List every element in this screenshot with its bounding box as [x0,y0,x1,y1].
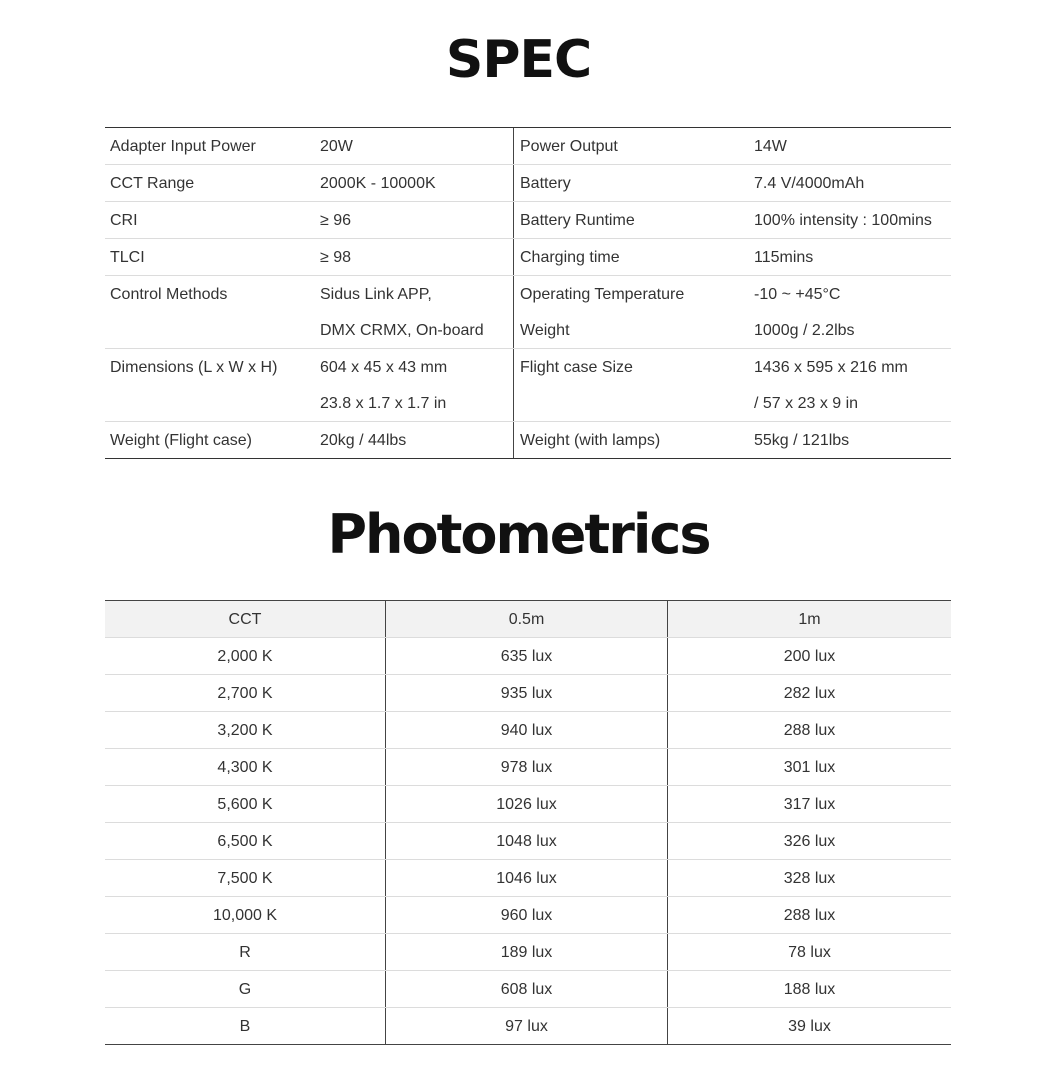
spec-label-line: Flight case Size [520,359,633,376]
spec-right-pair [514,165,951,201]
table-cell: 282 lux [783,685,836,702]
spec-value-line: 14W [754,138,787,155]
spec-label-line: Control Methods [110,286,228,303]
table-cell: 935 lux [386,675,668,711]
column-header: CCT [105,601,386,637]
spec-label-line: Dimensions (L x W x H) [110,359,278,376]
spec-value [320,349,513,421]
table-cell: R [105,934,386,970]
spec-right-pair [514,202,951,238]
table-cell: 960 lux [386,897,668,933]
spec-label-line: CCT Range [110,175,195,192]
table-cell: 5,600 K [105,786,386,822]
table-cell: G [105,971,386,1007]
spec-label-line: Adapter Input Power [110,138,256,155]
table-cell: 1026 lux [386,786,668,822]
spec-left-pair [105,128,514,164]
table-cell: 978 lux [386,749,668,785]
spec-value [320,422,513,458]
spec-left-pair [105,202,514,238]
table-row [105,749,951,786]
spec-right-pair [514,276,951,348]
table-cell: 635 lux [386,638,668,674]
spec-label-line: Weight (Flight case) [110,432,252,449]
spec-value-line: -10 ~ +45°C [754,286,841,303]
spec-label [514,349,754,421]
table-row [105,823,951,860]
photometrics-table [105,600,951,1045]
spec-value [754,165,951,201]
table-cell: 2,700 K [105,675,386,711]
table-cell: 7,500 K [105,860,386,896]
spec-left-pair [105,165,514,201]
table-row [105,638,951,675]
spec-value [320,239,513,275]
spec-left-pair [105,276,514,348]
photometrics-title: Photometrics [327,503,710,566]
table-cell: 188 lux [783,981,836,998]
table-cell: 317 lux [783,796,836,813]
spec-value-line: DMX CRMX, On-board [320,322,484,339]
photometrics-header-row [105,601,951,638]
spec-value [320,165,513,201]
table-row [105,971,951,1008]
spec-value-line: 2000K - 10000K [320,175,436,192]
spec-label-line [110,385,320,421]
table-cell: 97 lux [386,1008,668,1044]
table-cell: 6,500 K [105,823,386,859]
spec-value [754,239,951,275]
table-cell: 1046 lux [386,860,668,896]
spec-label [514,202,754,238]
spec-label-line: Charging time [520,249,620,266]
spec-label-line: Weight (with lamps) [520,432,661,449]
table-cell: 301 lux [783,759,836,776]
spec-value [754,422,951,458]
spec-right-pair [514,128,951,164]
spec-label [514,165,754,201]
spec-left-pair [105,239,514,275]
spec-right-pair [514,349,951,421]
spec-row [105,349,951,422]
spec-value-line: 100% intensity : 100mins [754,212,932,229]
table-cell: 2,000 K [105,638,386,674]
spec-label [514,276,754,348]
spec-label-line: TLCI [110,249,145,266]
column-header: 0.5m [386,601,668,637]
spec-value-line: 55kg / 121lbs [754,432,850,449]
spec-value-line: 604 x 45 x 43 mm [320,359,448,376]
spec-value-line: 1436 x 595 x 216 mm [754,359,908,376]
spec-label [105,276,320,348]
spec-value-line: 23.8 x 1.7 x 1.7 in [320,395,447,412]
spec-value [754,202,951,238]
spec-label-line: Battery Runtime [520,212,635,229]
table-cell: B [105,1008,386,1044]
spec-label [105,239,320,275]
table-cell: 288 lux [783,907,836,924]
table-row [105,786,951,823]
spec-row [105,165,951,202]
table-cell: 189 lux [386,934,668,970]
spec-table [105,127,951,459]
spec-label-line [520,385,754,421]
spec-value-line: 20kg / 44lbs [320,432,407,449]
spec-left-pair [105,422,514,458]
spec-value-line: ≥ 98 [320,249,352,266]
table-cell: 608 lux [386,971,668,1007]
spec-label-line: Battery [520,175,571,192]
spec-title: SPEC [445,30,592,90]
spec-row [105,128,951,165]
table-cell: 288 lux [783,722,836,739]
table-row [105,712,951,749]
table-cell: 10,000 K [105,897,386,933]
table-row [105,1008,951,1044]
spec-value-line: ≥ 96 [320,212,352,229]
spec-label [105,422,320,458]
table-cell: 78 lux [788,944,831,961]
spec-label [105,202,320,238]
table-row [105,897,951,934]
table-cell: 1048 lux [386,823,668,859]
spec-value-line: 115mins [754,249,814,266]
table-row [105,934,951,971]
spec-right-pair [514,422,951,458]
table-row [105,675,951,712]
table-cell: 3,200 K [105,712,386,748]
table-cell: 328 lux [783,870,836,887]
spec-label-line: Weight [520,322,570,339]
spec-label [514,128,754,164]
spec-value-line: 1000g / 2.2lbs [754,322,855,339]
spec-label [105,349,320,421]
spec-left-pair [105,349,514,421]
spec-label [514,239,754,275]
spec-label-line [110,312,320,348]
spec-row [105,202,951,239]
spec-value-line: Sidus Link APP, [320,286,432,303]
table-cell: 940 lux [386,712,668,748]
spec-value [320,128,513,164]
spec-label-line: Power Output [520,138,618,155]
spec-value [754,349,951,421]
spec-label [105,165,320,201]
table-cell: 200 lux [783,648,836,665]
spec-row [105,276,951,349]
spec-value [320,202,513,238]
spec-row [105,422,951,458]
spec-value [754,276,951,348]
spec-value-line: / 57 x 23 x 9 in [754,395,859,412]
spec-value [320,276,513,348]
spec-row [105,239,951,276]
spec-value-line: 20W [320,138,353,155]
table-cell: 326 lux [783,833,836,850]
table-cell: 39 lux [788,1018,831,1035]
spec-label-line: CRI [110,212,138,229]
spec-right-pair [514,239,951,275]
spec-label [105,128,320,164]
table-row [105,860,951,897]
spec-value [754,128,951,164]
spec-label [514,422,754,458]
column-header: 1m [798,611,821,628]
spec-label-line: Operating Temperature [520,286,685,303]
spec-value-line: 7.4 V/4000mAh [754,175,865,192]
table-cell: 4,300 K [105,749,386,785]
